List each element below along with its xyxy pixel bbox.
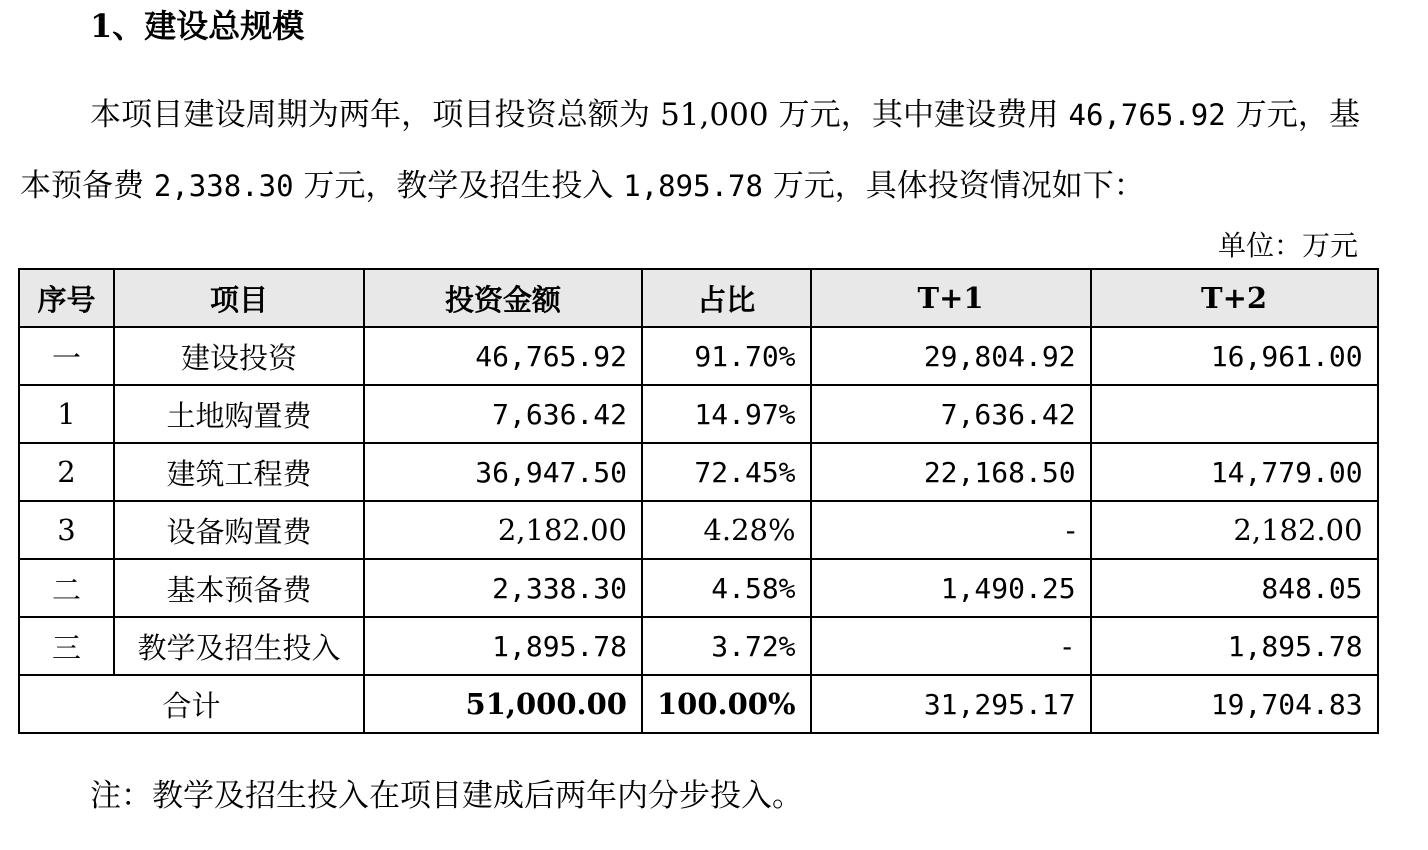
header-serial: 序号 <box>19 269 114 327</box>
row-item: 设备购置费 <box>114 501 364 559</box>
total-t2: 19,704.83 <box>1091 675 1378 733</box>
header-item: 项目 <box>114 269 364 327</box>
row-serial: 二 <box>19 559 114 617</box>
row-t1: 1,490.25 <box>811 559 1091 617</box>
row-amount: 2,338.30 <box>364 559 642 617</box>
row-t2: 14,779.00 <box>1091 443 1378 501</box>
table-note: 注：教学及招生投入在项目建成后两年内分步投入。 <box>90 778 803 814</box>
total-t1: 31,295.17 <box>811 675 1091 733</box>
table-row <box>19 559 1378 617</box>
row-amount: 2,182.00 <box>364 501 642 559</box>
paragraph-text-3: 万元，教学及招生投入 <box>293 168 624 204</box>
intro-paragraph <box>20 80 1360 222</box>
table-row <box>19 617 1378 675</box>
row-amount: 46,765.92 <box>364 327 642 385</box>
construction-cost-value: 46,765.92 <box>1068 98 1226 132</box>
total-amount: 51,000.00 <box>364 675 642 733</box>
header-t2: T+2 <box>1091 269 1378 327</box>
header-amount: 投资金额 <box>364 269 642 327</box>
row-ratio: 3.72% <box>642 617 811 675</box>
row-amount: 36,947.50 <box>364 443 642 501</box>
row-serial: 一 <box>19 327 114 385</box>
row-ratio: 4.28% <box>642 501 811 559</box>
row-t2 <box>1091 385 1378 443</box>
row-serial: 2 <box>19 443 114 501</box>
reserve-fee-value: 2,338.30 <box>153 169 294 203</box>
table-header-row <box>19 269 1378 327</box>
row-t2: 2,182.00 <box>1091 501 1378 559</box>
table-row <box>19 327 1378 385</box>
row-t1: - <box>811 617 1091 675</box>
section-heading: 1、建设总规模 <box>90 7 305 45</box>
row-serial: 1 <box>19 385 114 443</box>
table-total-row <box>19 675 1378 733</box>
row-ratio: 14.97% <box>642 385 811 443</box>
row-item: 教学及招生投入 <box>114 617 364 675</box>
row-amount: 7,636.42 <box>364 385 642 443</box>
education-investment-value: 1,895.78 <box>623 169 763 203</box>
table-row <box>19 443 1378 501</box>
row-amount: 1,895.78 <box>364 617 642 675</box>
row-t1: - <box>811 501 1091 559</box>
row-ratio: 4.58% <box>642 559 811 617</box>
paragraph-text-4: 万元，具体投资情况如下： <box>762 168 1145 204</box>
row-t1: 7,636.42 <box>811 385 1091 443</box>
row-item: 建筑工程费 <box>114 443 364 501</box>
header-ratio: 占比 <box>642 269 811 327</box>
paragraph-text-2: 万元，基本预备费 <box>20 97 1360 204</box>
row-t2: 848.05 <box>1091 559 1378 617</box>
row-item: 基本预备费 <box>114 559 364 617</box>
paragraph-text-1: 本项目建设周期为两年，项目投资总额为 51,000 万元，其中建设费用 <box>90 97 1069 133</box>
header-t1: T+1 <box>811 269 1091 327</box>
row-ratio: 91.70% <box>642 327 811 385</box>
investment-table <box>18 268 1379 734</box>
unit-label: 单位：万元 <box>1217 229 1358 262</box>
row-item: 土地购置费 <box>114 385 364 443</box>
row-t2: 1,895.78 <box>1091 617 1378 675</box>
row-serial: 三 <box>19 617 114 675</box>
table-row <box>19 385 1378 443</box>
row-t2: 16,961.00 <box>1091 327 1378 385</box>
total-label: 合计 <box>19 675 364 733</box>
row-item: 建设投资 <box>114 327 364 385</box>
row-t1: 22,168.50 <box>811 443 1091 501</box>
table-row <box>19 501 1378 559</box>
row-serial: 3 <box>19 501 114 559</box>
row-ratio: 72.45% <box>642 443 811 501</box>
row-t1: 29,804.92 <box>811 327 1091 385</box>
total-ratio: 100.00% <box>642 675 811 733</box>
